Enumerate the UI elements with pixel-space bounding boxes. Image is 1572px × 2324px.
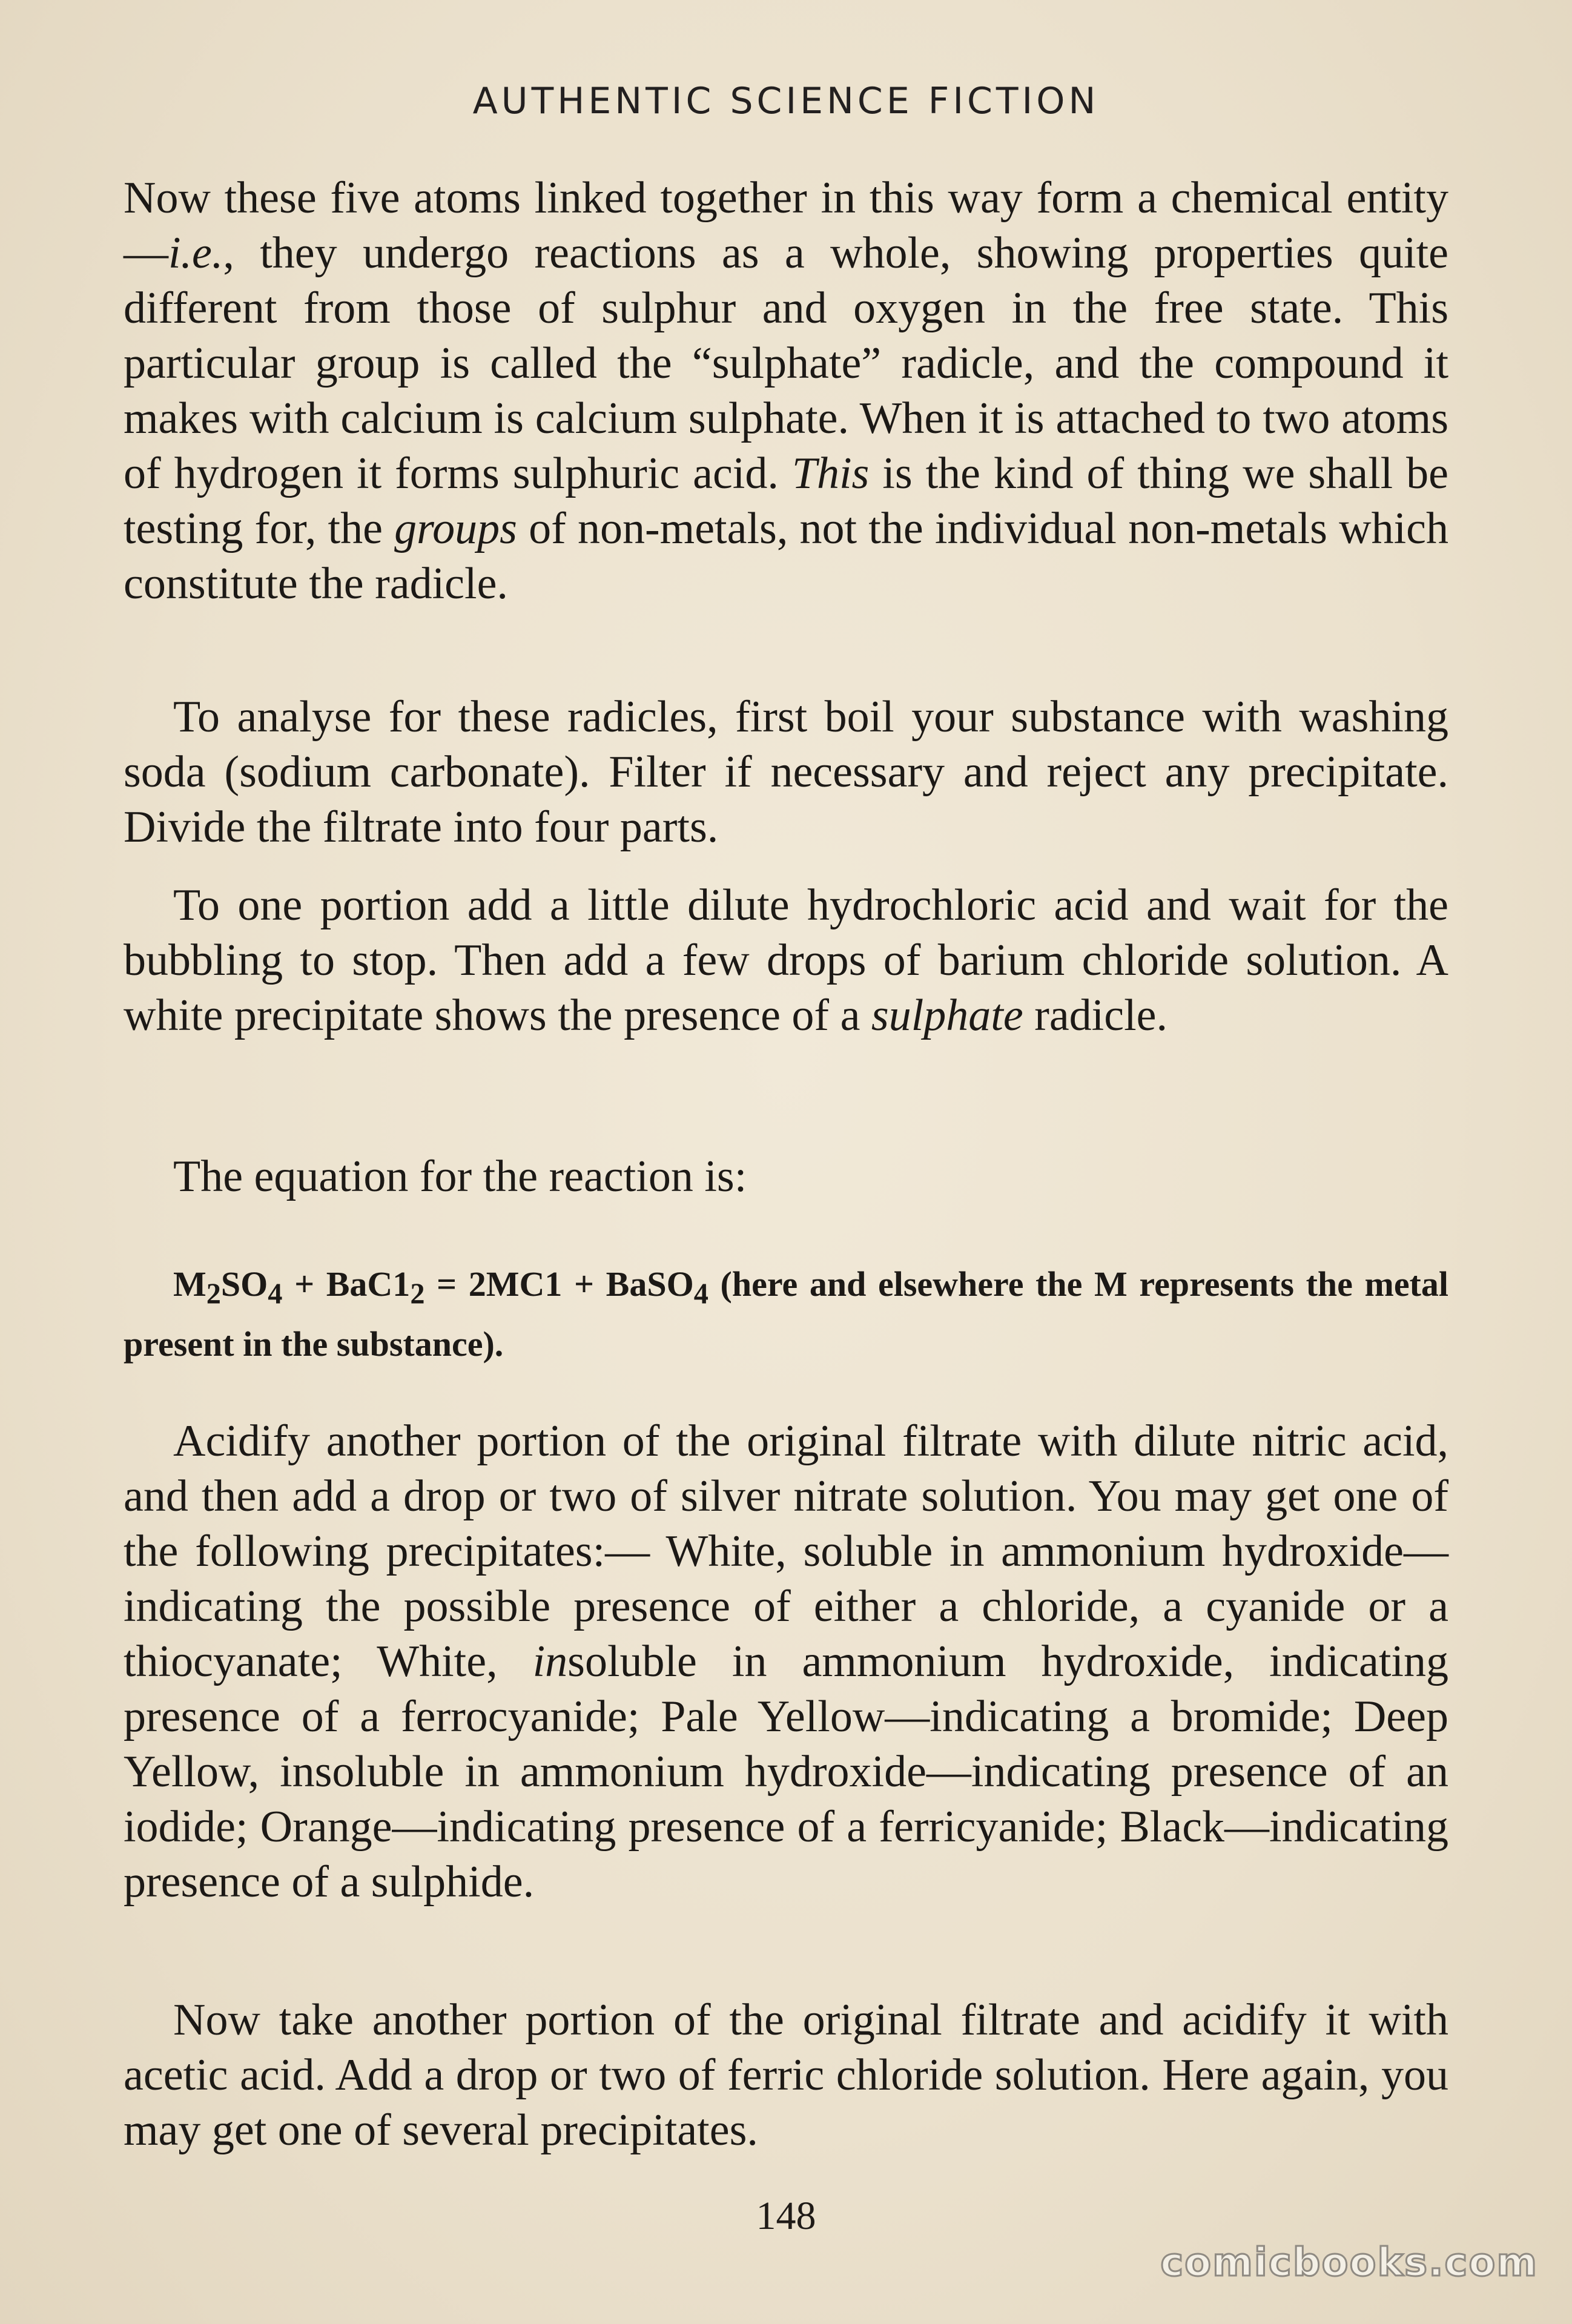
paragraph-1-text-c: , they undergo reactions as a whole, showing properties quite different from those of sulphur and oxygen in the free state. This particular group is called the “sulphate” radicle, and the compound it makes with calcium is calcium sulphate. When it is attached to two atoms of hydrogen it forms sulphuric acid. (124, 228, 1448, 498)
equation-part-b: SO (220, 1264, 268, 1304)
equation-part-c: + BaC1 (282, 1264, 411, 1304)
paragraph-5-text-a: Acidify another portion of the original filtrate with dilute nitric acid, and then add a drop or two of silver nitrate solution. You may get one of the following precipitates:— White, soluble in ammonium hydroxide—indicating the possible presence of either a chloride, a cyanide or a thiocyanate; White, (124, 1416, 1448, 1686)
paragraph-1-italic-ie: i.e. (168, 228, 223, 278)
paragraph-3-italic-sulphate: sulphate (871, 991, 1023, 1040)
paragraph-1-italic-groups: groups (394, 504, 517, 553)
paragraph-3-text-c: radicle. (1023, 991, 1167, 1040)
running-title: AUTHENTIC SCIENCE FICTION (472, 80, 1100, 122)
paragraph-2: To analyse for these radicles, first boil your substance with washing soda (sodium carbonate). Filter if necessary and reject any precipitate. Divide the filtrate into four parts. (124, 692, 1448, 852)
paragraph-6: Now take another portion of the original filtrate and acidify it with acetic acid. Add a drop or two of ferric chloride solution. Here again, you may get one of several precipitates. (124, 1995, 1448, 2155)
equation-sub-3: 2 (410, 1278, 425, 1310)
equation-sub-4: 4 (693, 1278, 708, 1310)
paragraph-1 (124, 171, 1448, 612)
equation-sub-1: 2 (206, 1278, 221, 1310)
paragraph-5 (124, 1414, 1448, 1910)
paragraph-3-text-a: To one portion add a little dilute hydrochloric acid and wait for the bubbling to stop. Then add a few drops of barium chloride solution. A white precipitate shows the presence of a (124, 880, 1448, 1040)
paragraph-5-text-c: soluble in ammonium hydroxide, indicating presence of a ferrocyanide; Pale Yellow—indicating a bromide; Deep Yellow, insoluble in ammonium hydroxide—indicating presence of an iodide; Orange—indicating presence of a ferricyanide; Black—indicating presence of a sulphide. (124, 1637, 1448, 1907)
paragraph-4: The equation for the reaction is: (173, 1152, 747, 1201)
paragraph-1-text-a: Now these five atoms linked together in this way form a chemical entity— (124, 173, 1448, 278)
site-watermark: comicbooks.com (1160, 2240, 1538, 2285)
page-number: 148 (756, 2194, 816, 2238)
chemical-equation (124, 1259, 1448, 1369)
paragraph-3 (124, 878, 1448, 1043)
paragraph-1-text-e: is the kind of thing we shall be testing for, the (124, 449, 1448, 553)
paragraph-1-italic-this: This (791, 449, 870, 498)
paragraph-1-text-g: of non-metals, not the individual non-metals which constitute the radicle. (124, 504, 1448, 609)
equation-part-d: = 2MC1 + BaSO (424, 1264, 694, 1304)
equation-part-e: (here and elsewhere the M represents the metal present in the substance). (124, 1264, 1448, 1364)
equation-part-a: M (173, 1264, 206, 1304)
equation-sub-2: 4 (268, 1278, 283, 1310)
paragraph-5-italic-in: in (532, 1637, 568, 1686)
